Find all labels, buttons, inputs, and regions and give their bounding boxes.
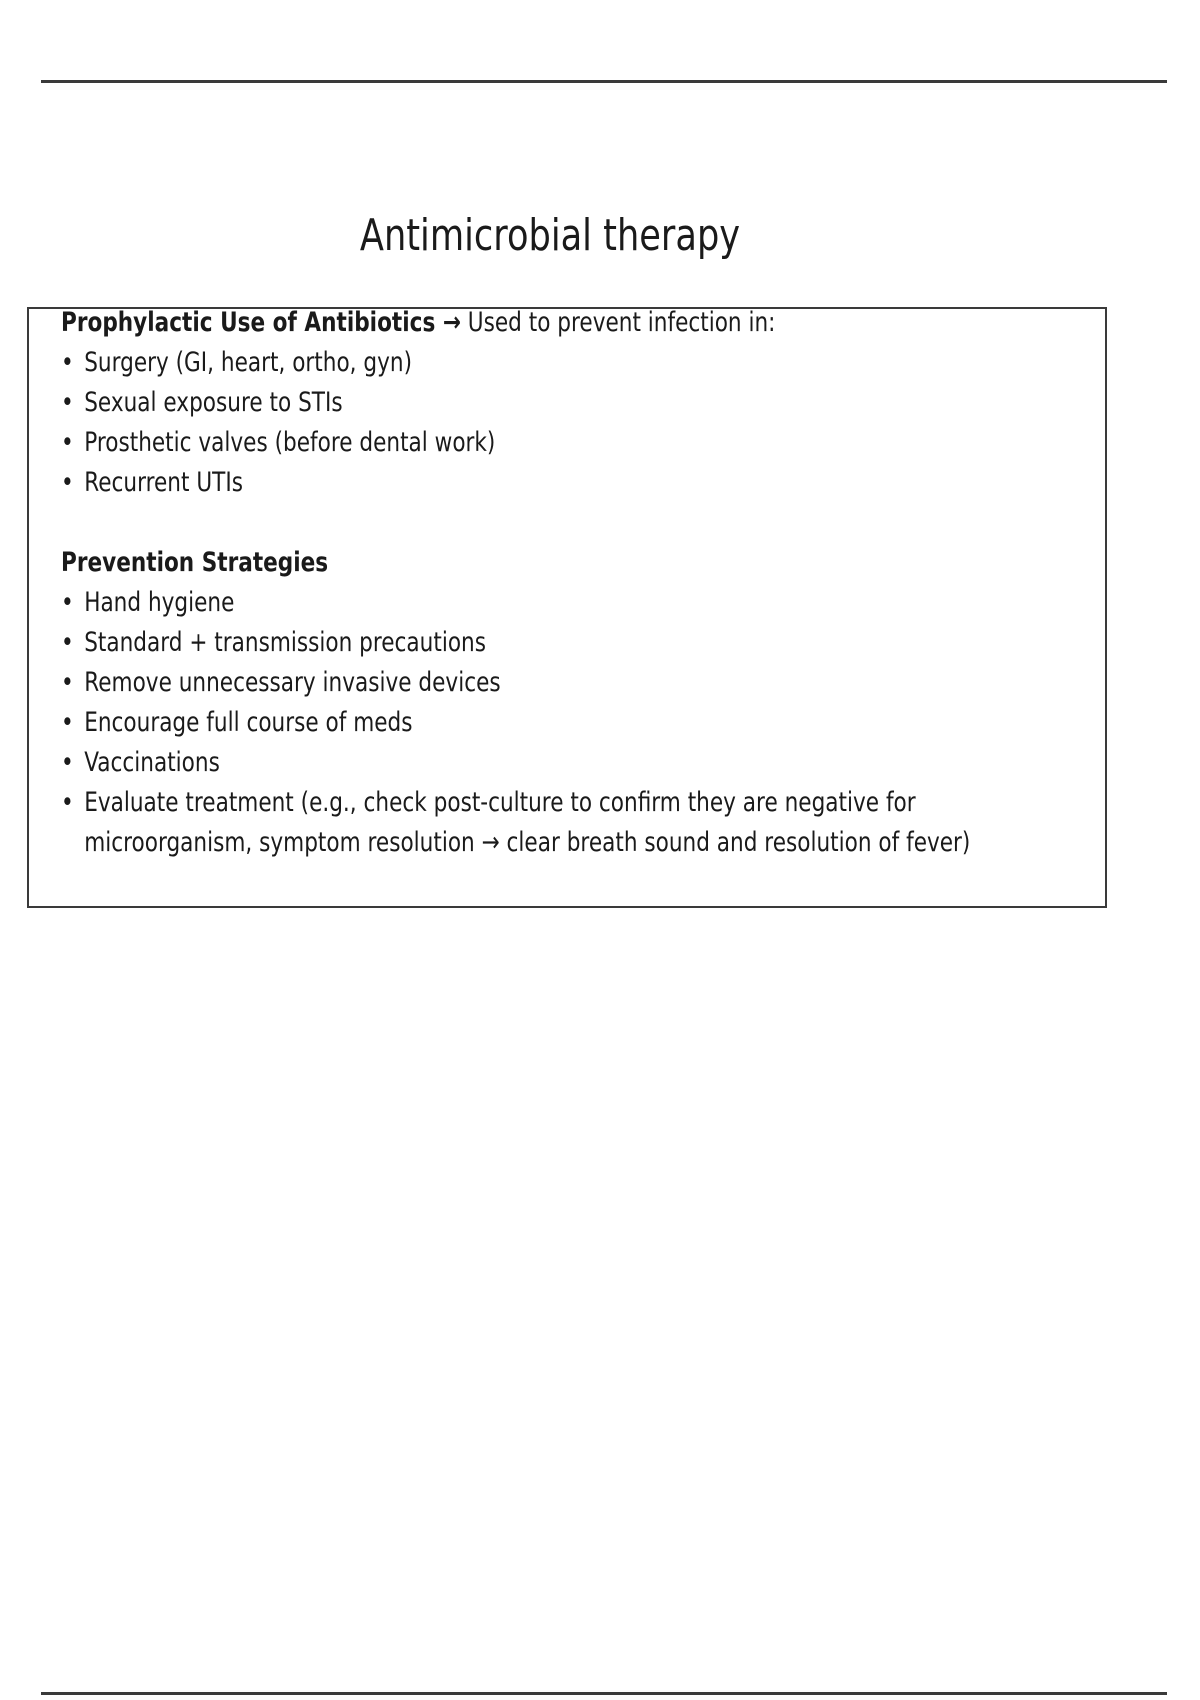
section-heading-rest: Used to prevent infection in: xyxy=(460,307,776,338)
list-item xyxy=(61,583,1077,623)
list-item-text: Vaccinations xyxy=(84,747,220,778)
bullet-icon: • xyxy=(61,467,74,498)
content-body xyxy=(61,303,1077,863)
list-item xyxy=(61,383,1077,423)
list-item-text: Prosthetic valves (before dental work) xyxy=(84,427,496,458)
list-item xyxy=(61,783,1077,863)
bottom-rule xyxy=(41,1692,1167,1695)
bullet-icon: • xyxy=(61,347,74,378)
section-heading-prophylaxis xyxy=(61,303,1077,343)
prevention-list xyxy=(61,583,1077,863)
list-item-text: Remove unnecessary invasive devices xyxy=(84,667,501,698)
bullet-icon: • xyxy=(61,787,74,818)
list-item xyxy=(61,343,1077,383)
bullet-icon: • xyxy=(61,427,74,458)
list-item-text: Surgery (GI, heart, ortho, gyn) xyxy=(84,347,413,378)
section-heading-prevention xyxy=(61,543,1077,583)
list-item xyxy=(61,423,1077,463)
section-spacer xyxy=(61,503,1077,543)
bullet-icon: • xyxy=(61,627,74,658)
bullet-icon: • xyxy=(61,387,74,418)
bullet-icon: • xyxy=(61,667,74,698)
page-title: Antimicrobial therapy xyxy=(359,210,741,261)
bullet-icon: • xyxy=(61,747,74,778)
list-item xyxy=(61,743,1077,783)
list-item xyxy=(61,703,1077,743)
list-item-text: Sexual exposure to STIs xyxy=(84,387,343,418)
list-item-text: Evaluate treatment (e.g., check post-culture to confirm they are negative for microorganism, symptom resolution → clear breath sound and resolution of fever) xyxy=(84,787,971,858)
list-item-text: Standard + transmission precautions xyxy=(84,627,486,658)
prophylaxis-list xyxy=(61,343,1077,503)
list-item-text: Encourage full course of meds xyxy=(84,707,413,738)
top-rule xyxy=(41,80,1167,83)
list-item-text: Recurrent UTIs xyxy=(84,467,243,498)
list-item xyxy=(61,623,1077,663)
list-item-text: Hand hygiene xyxy=(84,587,235,618)
bullet-icon: • xyxy=(61,707,74,738)
section-heading-bold: Prevention Strategies xyxy=(61,547,329,578)
section-heading-bold: Prophylactic Use of Antibiotics → xyxy=(61,307,461,338)
list-item xyxy=(61,463,1077,503)
list-item xyxy=(61,663,1077,703)
bullet-icon: • xyxy=(61,587,74,618)
